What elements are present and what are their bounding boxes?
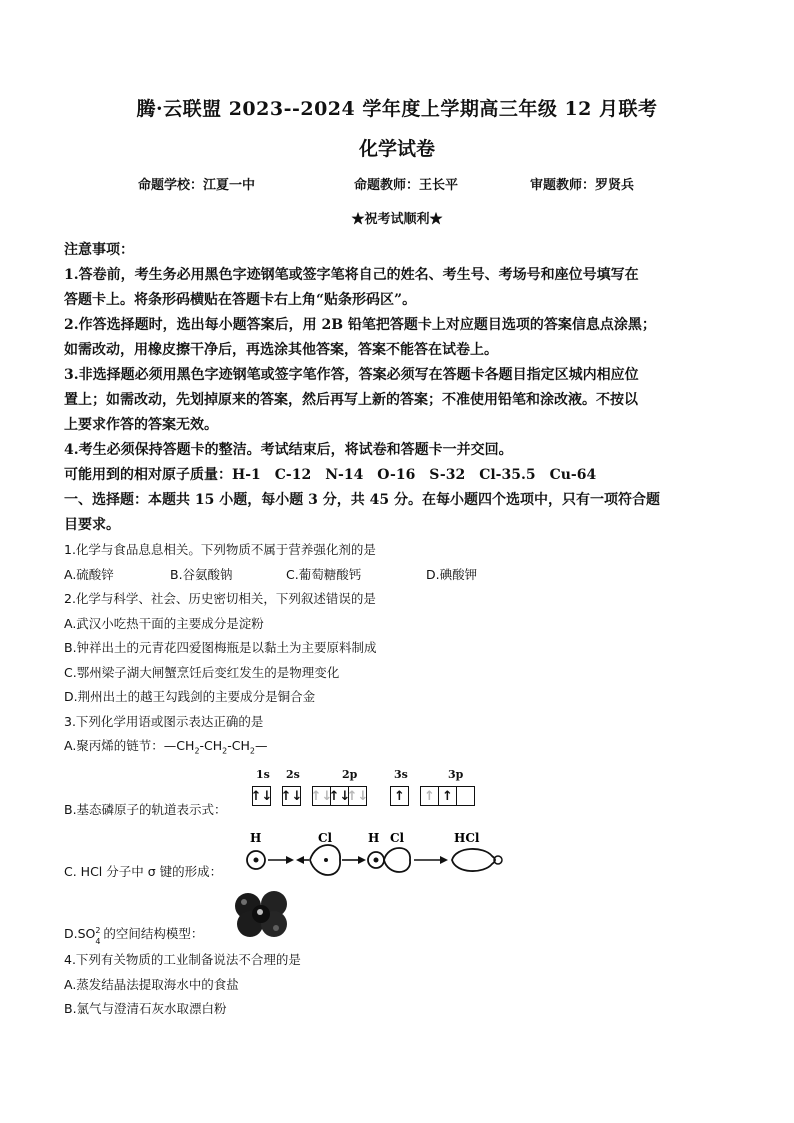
orbital-label-1s: 1s (256, 768, 270, 781)
hcl-sigma-bond-diagram (246, 830, 508, 880)
section1-instructions-2: 目要求。 (64, 517, 120, 533)
q3-option-b: B.基态磷原子的轨道表示式： (64, 802, 227, 817)
q2-stem: 2.化学与科学、社会、历史密切相关，下列叙述错误的是 (64, 591, 376, 606)
orbital-box-3p: ↑ ↑ (420, 786, 475, 806)
note-3c: 上要求作答的答案无效。 (64, 417, 218, 433)
q4 (64, 948, 732, 1022)
note-1b: 答题卡上。将条形码横贴在答题卡右上角“贴条形码区”。 (64, 292, 417, 308)
q1-option-a: A.硫酸锌 (64, 566, 114, 582)
notes-section (64, 238, 732, 538)
q2-option-b: B.钟祥出土的元青花四爱图梅瓶是以黏土为主要原料制成 (64, 640, 377, 655)
note-1a: 1.答卷前，考生务必用黑色字迹钢笔或签字笔将自己的姓名、考生号、考场号和座位号填写在 (64, 267, 639, 283)
orbital-box-1s: ↑↓ (252, 786, 271, 806)
exam-subject: 化学试卷 (358, 138, 435, 160)
orbital-box-3s: ↑ (390, 786, 409, 806)
hcl-sigma-orbital (452, 849, 495, 871)
orbital-label-2s: 2s (286, 768, 300, 781)
q3-option-c: C. HCl 分子中 σ 键的形成： (64, 864, 223, 879)
setter-label: 命题教师：王长平 (354, 178, 459, 193)
orbital-box-2s: ↑↓ (282, 786, 301, 806)
note-4: 4.考生必须保持答题卡的整洁。考试结束后，将试卷和答题卡一并交回。 (64, 442, 513, 458)
q2-option-d: D.荆州出土的越王勾践剑的主要成分是铜合金 (64, 689, 316, 704)
q4-option-b: B.氯气与澄清石灰水取漂白粉 (64, 1001, 227, 1016)
orbital-box-2p: ↑↓ ↑↓ ↑↓ (312, 786, 367, 806)
note-2a: 2.作答选择题时，选出每小题答案后，用 2B 铅笔把答题卡上对应题目选项的答案信息点涂黑； (64, 317, 656, 333)
q3-stem: 3.下列化学用语或图示表达正确的是 (64, 713, 264, 729)
q1-option-b: B.谷氨酸钠 (170, 566, 233, 582)
q1-option-d: D.碘酸钾 (426, 566, 478, 582)
q2-option-a: A.武汉小吃热干面的主要成分是淀粉 (64, 615, 264, 631)
orbital-label-2p: 2p (342, 768, 358, 781)
reviewer-label: 审题教师：罗贤兵 (530, 178, 635, 193)
q4-stem: 4.下列有关物质的工业制备说法不合理的是 (64, 952, 301, 967)
school-label: 命题学校：江夏一中 (138, 178, 256, 193)
orbital-label-3p: 3p (448, 768, 464, 781)
phosphorus-orbital-diagram (244, 768, 504, 812)
q3-option-a: A.聚丙烯的链节：$—CH_2-CH_2-CH_2—$ (64, 738, 268, 756)
cl-atom-label: Cl (318, 831, 333, 845)
note-3b: 置上；如需改动，先划掉原来的答案，然后再写上新的答案；不准使用铅笔和涂改液。不按以 (64, 392, 638, 408)
orbital-label-3s: 3s (394, 768, 408, 781)
q2-option-c: C.鄂州梁子湖大闸蟹烹饪后变红发生的是物理变化 (64, 664, 340, 680)
note-3a: 3.非选择题必须用黑色字迹钢笔或签字笔作答，答案必须写在答题卡各题目指定区城内相应位 (64, 367, 639, 383)
notes-heading: 注意事项： (64, 242, 134, 258)
h-atom-label: H (250, 831, 262, 845)
q4-option-a: A.蒸发结晶法提取海水中的食盐 (64, 976, 239, 992)
section1-instructions-1: 一、选择题：本题共 15 小题，每小题 3 分，共 45 分。在每小题四个选项中，只有一项符合题 (64, 492, 660, 508)
q1-stem: 1.化学与食品息息相关。下列物质不属于营养强化剂的是 (64, 542, 376, 557)
q1-option-c: C.葡萄糖酸钙 (286, 566, 362, 582)
note-2b: 如需改动，用橡皮擦干净后，再选涂其他答案，答案不能答在试卷上。 (64, 342, 498, 358)
q1-options (64, 563, 732, 588)
atomic-masses: 可能用到的相对原子质量：H-1 C-12 N-14 O-16 S-32 Cl-35.5 Cu-64 (64, 467, 597, 483)
q3-option-d: D.SO 2 4 的空间结构模型： (64, 926, 204, 946)
hcl-product-label: HCl (454, 831, 480, 845)
questions (64, 538, 732, 759)
good-luck-line: ★祝考试顺利★ (351, 212, 443, 227)
exam-title: 腾·云联盟 2023--2024 学年度上学期高三年级 12 月联考 (136, 98, 658, 120)
h-atom-label-2: H (368, 831, 380, 845)
cl-atom-label-2: Cl (390, 831, 405, 845)
